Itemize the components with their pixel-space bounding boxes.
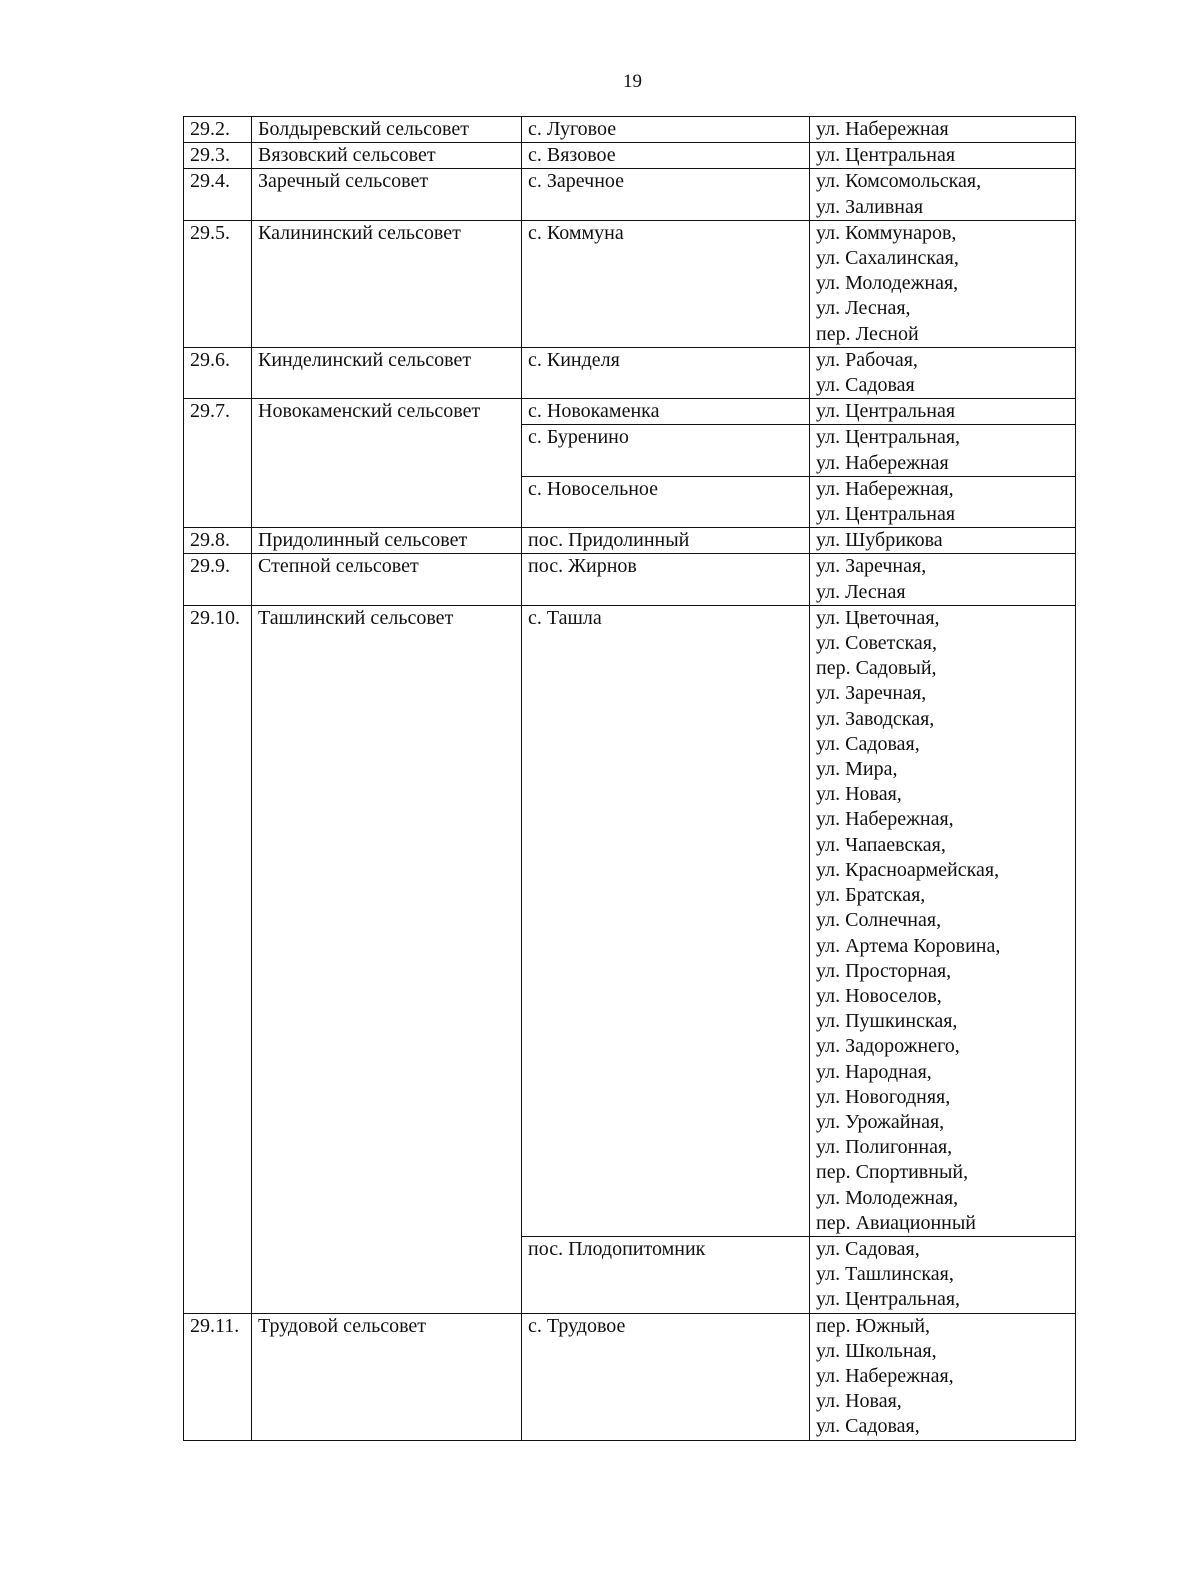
street-name: ул. Заречная, (816, 682, 927, 705)
council-name: Вязовский сельсовет (252, 143, 522, 169)
streets-cell (810, 605, 1076, 1236)
street-name: ул. Заводская, (816, 707, 935, 730)
council-name: Ташлинский сельсовет (252, 605, 522, 1313)
table-row (184, 605, 1076, 1236)
street-name: пер. Авиационный (816, 1211, 976, 1234)
street-name: ул. Садовая, (816, 732, 920, 755)
settlement-name: пос. Плодопитомник (522, 1236, 810, 1313)
row-number: 29.8. (184, 528, 252, 554)
street-name: ул. Новогодняя, (816, 1085, 951, 1108)
street-name: ул. Центральная (816, 400, 956, 423)
streets-cell (810, 425, 1076, 476)
street-name: ул. Садовая (816, 374, 915, 397)
street-name: ул. Комсомольская, (816, 170, 982, 193)
street-name: ул. Полигонная, (816, 1136, 953, 1159)
street-name: ул. Ташлинская, (816, 1263, 954, 1286)
street-name: ул. Школьная, (816, 1339, 937, 1362)
street-name: ул. Урожайная, (816, 1110, 945, 1133)
street-name: ул. Садовая, (816, 1415, 920, 1438)
table-row (184, 347, 1076, 398)
settlements-table (183, 116, 1076, 1441)
row-number: 29.5. (184, 220, 252, 347)
street-name: ул. Набережная (816, 451, 949, 474)
row-number: 29.2. (184, 117, 252, 143)
streets-cell (810, 143, 1076, 169)
street-name: ул. Новая, (816, 783, 902, 806)
settlement-name: с. Коммуна (522, 220, 810, 347)
street-name: ул. Народная, (816, 1060, 932, 1083)
street-name: ул. Центральная (816, 144, 956, 167)
street-name: ул. Просторная, (816, 959, 952, 982)
settlement-name: с. Новокаменка (522, 399, 810, 425)
settlement-name: с. Буренино (522, 425, 810, 476)
streets-cell (810, 220, 1076, 347)
street-name: ул. Шубрикова (816, 529, 943, 552)
streets-cell (810, 117, 1076, 143)
street-name: ул. Набережная (816, 118, 949, 140)
street-name: ул. Лесная (816, 580, 906, 603)
row-number: 29.11. (184, 1313, 252, 1440)
streets-cell (810, 1236, 1076, 1313)
council-name: Придолинный сельсовет (252, 528, 522, 554)
row-number: 29.10. (184, 605, 252, 1313)
street-name: ул. Центральная, (816, 1288, 961, 1311)
street-name: пер. Садовый, (816, 657, 937, 680)
streets-cell (810, 169, 1076, 220)
street-name: ул. Чапаевская, (816, 833, 946, 856)
settlement-name: с. Кинделя (522, 347, 810, 398)
street-name: ул. Заречная, (816, 555, 927, 578)
streets-cell (810, 476, 1076, 527)
page-number: 19 (623, 71, 642, 92)
settlement-name: с. Заречное (522, 169, 810, 220)
street-name: ул. Красноармейская, (816, 858, 1000, 881)
street-name: ул. Цветочная, (816, 606, 940, 629)
street-name: ул. Братская, (816, 884, 926, 907)
streets-cell (810, 347, 1076, 398)
row-number: 29.9. (184, 554, 252, 605)
street-name: ул. Центральная (816, 503, 956, 526)
street-name: ул. Новая, (816, 1390, 902, 1413)
streets-cell (810, 399, 1076, 425)
settlement-name: с. Трудовое (522, 1313, 810, 1440)
street-name: ул. Молодежная, (816, 1186, 959, 1209)
street-name: ул. Мира, (816, 758, 898, 781)
street-name: ул. Набережная, (816, 477, 954, 500)
street-name: ул. Коммунаров, (816, 221, 957, 244)
street-name: ул. Задорожнего, (816, 1035, 960, 1058)
row-number: 29.6. (184, 347, 252, 398)
table-row (184, 399, 1076, 425)
street-name: пер. Южный, (816, 1314, 931, 1337)
street-name: ул. Сахалинская, (816, 247, 959, 270)
table-row (184, 220, 1076, 347)
council-name: Новокаменский сельсовет (252, 399, 522, 528)
street-name: ул. Лесная, (816, 297, 911, 320)
street-name: ул. Артема Коровина, (816, 934, 1001, 957)
street-name: ул. Центральная, (816, 426, 961, 449)
street-name: ул. Пушкинская, (816, 1010, 958, 1033)
council-name: Степной сельсовет (252, 554, 522, 605)
street-name: ул. Заливная (816, 195, 924, 218)
row-number: 29.3. (184, 143, 252, 169)
streets-cell (810, 528, 1076, 554)
street-name: ул. Советская, (816, 632, 937, 655)
document-sheet (183, 116, 1075, 1441)
street-name: пер. Спортивный, (816, 1161, 969, 1184)
table-row (184, 1313, 1076, 1440)
table-row (184, 169, 1076, 220)
council-name: Болдыревский сельсовет (252, 117, 522, 143)
street-name: ул. Набережная, (816, 808, 954, 831)
settlement-name: пос. Жирнов (522, 554, 810, 605)
street-name: ул. Садовая, (816, 1237, 920, 1260)
table-row (184, 117, 1076, 143)
settlement-name: с. Луговое (522, 117, 810, 143)
street-name: ул. Молодежная, (816, 272, 959, 295)
settlement-name: пос. Придолинный (522, 528, 810, 554)
table-row (184, 143, 1076, 169)
settlement-name: с. Новосельное (522, 476, 810, 527)
street-name: ул. Рабочая, (816, 348, 918, 371)
table-body (184, 117, 1076, 1441)
council-name: Калининский сельсовет (252, 220, 522, 347)
row-number: 29.4. (184, 169, 252, 220)
row-number: 29.7. (184, 399, 252, 528)
street-name: ул. Набережная, (816, 1364, 954, 1387)
settlement-name: с. Вязовое (522, 143, 810, 169)
streets-cell (810, 554, 1076, 605)
table-row (184, 528, 1076, 554)
street-name: ул. Новоселов, (816, 984, 942, 1007)
street-name: пер. Лесной (816, 322, 919, 345)
council-name: Заречный сельсовет (252, 169, 522, 220)
council-name: Трудовой сельсовет (252, 1313, 522, 1440)
streets-cell (810, 1313, 1076, 1440)
street-name: ул. Солнечная, (816, 909, 942, 932)
council-name: Кинделинский сельсовет (252, 347, 522, 398)
settlement-name: с. Ташла (522, 605, 810, 1236)
table-row (184, 554, 1076, 605)
